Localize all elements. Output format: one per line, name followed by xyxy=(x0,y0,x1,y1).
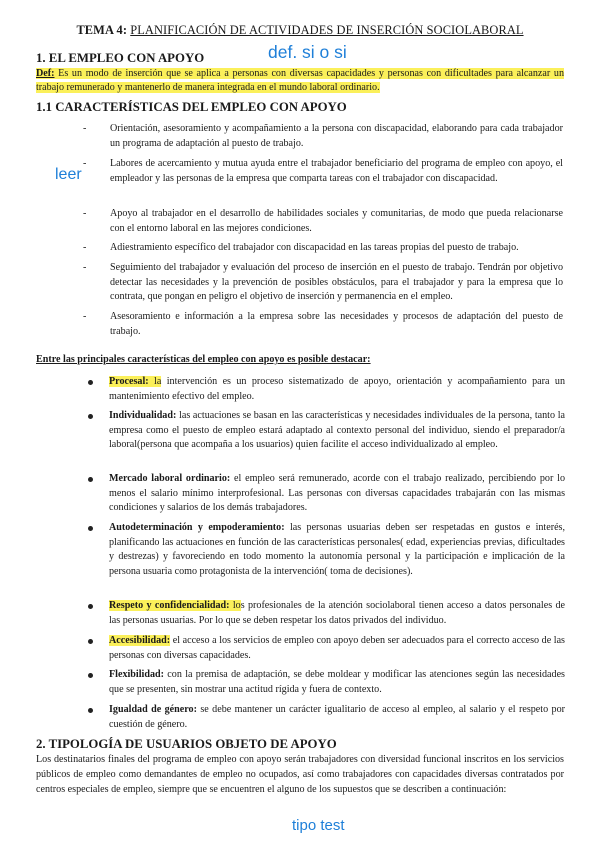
handwritten-note-leer: leer xyxy=(55,166,82,183)
characteristic-item: - Asesoramiento e información a la empresa sobre las necesidades y procesos de adaptación del puesto de trabajo. xyxy=(83,311,563,337)
feature-item: Mercado laboral ordinario: el empleo será remunerado, acorde con el trabajo realizado, percibiendo por lo menos el salario mínimo interprofesional. Las personas con diversas capacidades trabajarán con las mismas condiciones y salarios de los demás trabajadores. xyxy=(88,472,565,516)
characteristic-item: - Labores de acercamiento y mutua ayuda entre el trabajador beneficiario del programa de empleo con apoyo, el empleador y las personas de la empresa que comparta tareas con el trabajador con discapacidad. xyxy=(83,158,563,184)
characteristic-item: - Apoyo al trabajador en el desarrollo de habilidades sociales y comunitarias, de modo que pueda relacionarse con el entorno laboral en las mejores condiciones. xyxy=(83,208,563,234)
feature-item: Accesibilidad: el acceso a los servicios de empleo con apoyo deben ser adecuados para el correcto acceso de las personas con diversas capacidades. xyxy=(88,634,565,663)
characteristic-item: - Seguimiento del trabajador y evaluación del proceso de inserción en el puesto de trabajo. Tendrán por objetivo detectar las necesidades y la prevención de posibles obstáculos, para el trabajador y para la empresa que lo contrata, que pongan en peligro el objetivo de inserción y permanencia en el empleo. xyxy=(83,262,563,303)
feature-item: Individualidad: las actuaciones se basan en las características y necesidades individuales de la persona, tanto la empresa como el puesto de empleo estará adaptado al contexto personal del individuo, siendo el preparador/a laboral(persona que acompaña a los usuarios) quien facilite el acceso individualizado al empleo. xyxy=(88,409,565,453)
characteristic-item: - Adiestramiento específico del trabajador con discapacidad en las tareas propias del puesto de trabajo. xyxy=(83,242,519,253)
document-title xyxy=(0,23,600,38)
section-2-paragraph: Los destinatarios finales del programa de empleo con apoyo serán trabajadores con diversidad funcional inscritos en los servicios públicos de empleo como demandantes de empleo no ocupados, así como trabajadores con capacidades diversas contratados por centros especiales de empleo, siempre que se encuentren el alguno de los supuestos que se describen a continuación: xyxy=(36,754,564,795)
handwritten-note-def: def. si o si xyxy=(268,42,347,62)
definition-label: Def: xyxy=(36,68,55,79)
definition-paragraph xyxy=(36,67,564,95)
handwritten-note-tipo-test: tipo test xyxy=(292,817,345,834)
title-text: PLANIFICACIÓN DE ACTIVIDADES DE INSERCIÓN SOCIOLABORAL xyxy=(130,23,524,37)
feature-item: Igualdad de género: se debe mantener un carácter igualitario de acceso al empleo, al salario y el respeto por cuestión de género. xyxy=(88,703,565,732)
definition-text: Es un modo de inserción que se aplica a personas con diversas capacidades y personas con dificultades para alcanzar un trabajo remunerado y mantenerlo de manera integrada en el mundo laboral ordinario. xyxy=(36,68,564,93)
features-subheading: Entre las principales características del empleo con apoyo es posible destacar: xyxy=(36,354,371,365)
title-label: TEMA 4: xyxy=(76,23,128,37)
section-2-heading: 2. TIPOLOGÍA DE USUARIOS OBJETO DE APOYO xyxy=(36,737,337,751)
section-1-heading: 1. EL EMPLEO CON APOYO xyxy=(36,51,205,65)
feature-item: Flexibilidad: con la premisa de adaptación, se debe moldear y modificar las atenciones según las necesidades que se presenten, sin mostrar una actitud rígida y fuera de contexto. xyxy=(88,668,565,697)
feature-item: Procesal: la intervención es un proceso sistematizado de apoyo, orientación y acompañamiento para un mantenimiento efectivo del empleo. xyxy=(88,375,565,404)
feature-item: Autodeterminación y empoderamiento: las personas usuarias deben ser respetadas en gustos e interés, planificando las actuaciones en función de las características personales( edad, experiencias previas, dificultades y destrezas) y favoreciendo en todo momento la autonomía personal y la participación e implicación de la persona usuaria como protagonista de la intervención( toma de decisiones). xyxy=(88,521,565,579)
feature-item: Respeto y confidencialidad: los profesionales de la atención sociolaboral tienen acceso a datos personales de las personas usuarias. Por lo que se deben respetar los datos privados del individuo. xyxy=(88,599,565,628)
characteristic-item: - Orientación, asesoramiento y acompañamiento a la persona con discapacidad, elaborando para cada trabajador un programa de adaptación al puesto de trabajo. xyxy=(83,123,563,149)
section-1-1-heading: 1.1 CARACTERÍSTICAS DEL EMPLEO CON APOYO xyxy=(36,100,347,114)
